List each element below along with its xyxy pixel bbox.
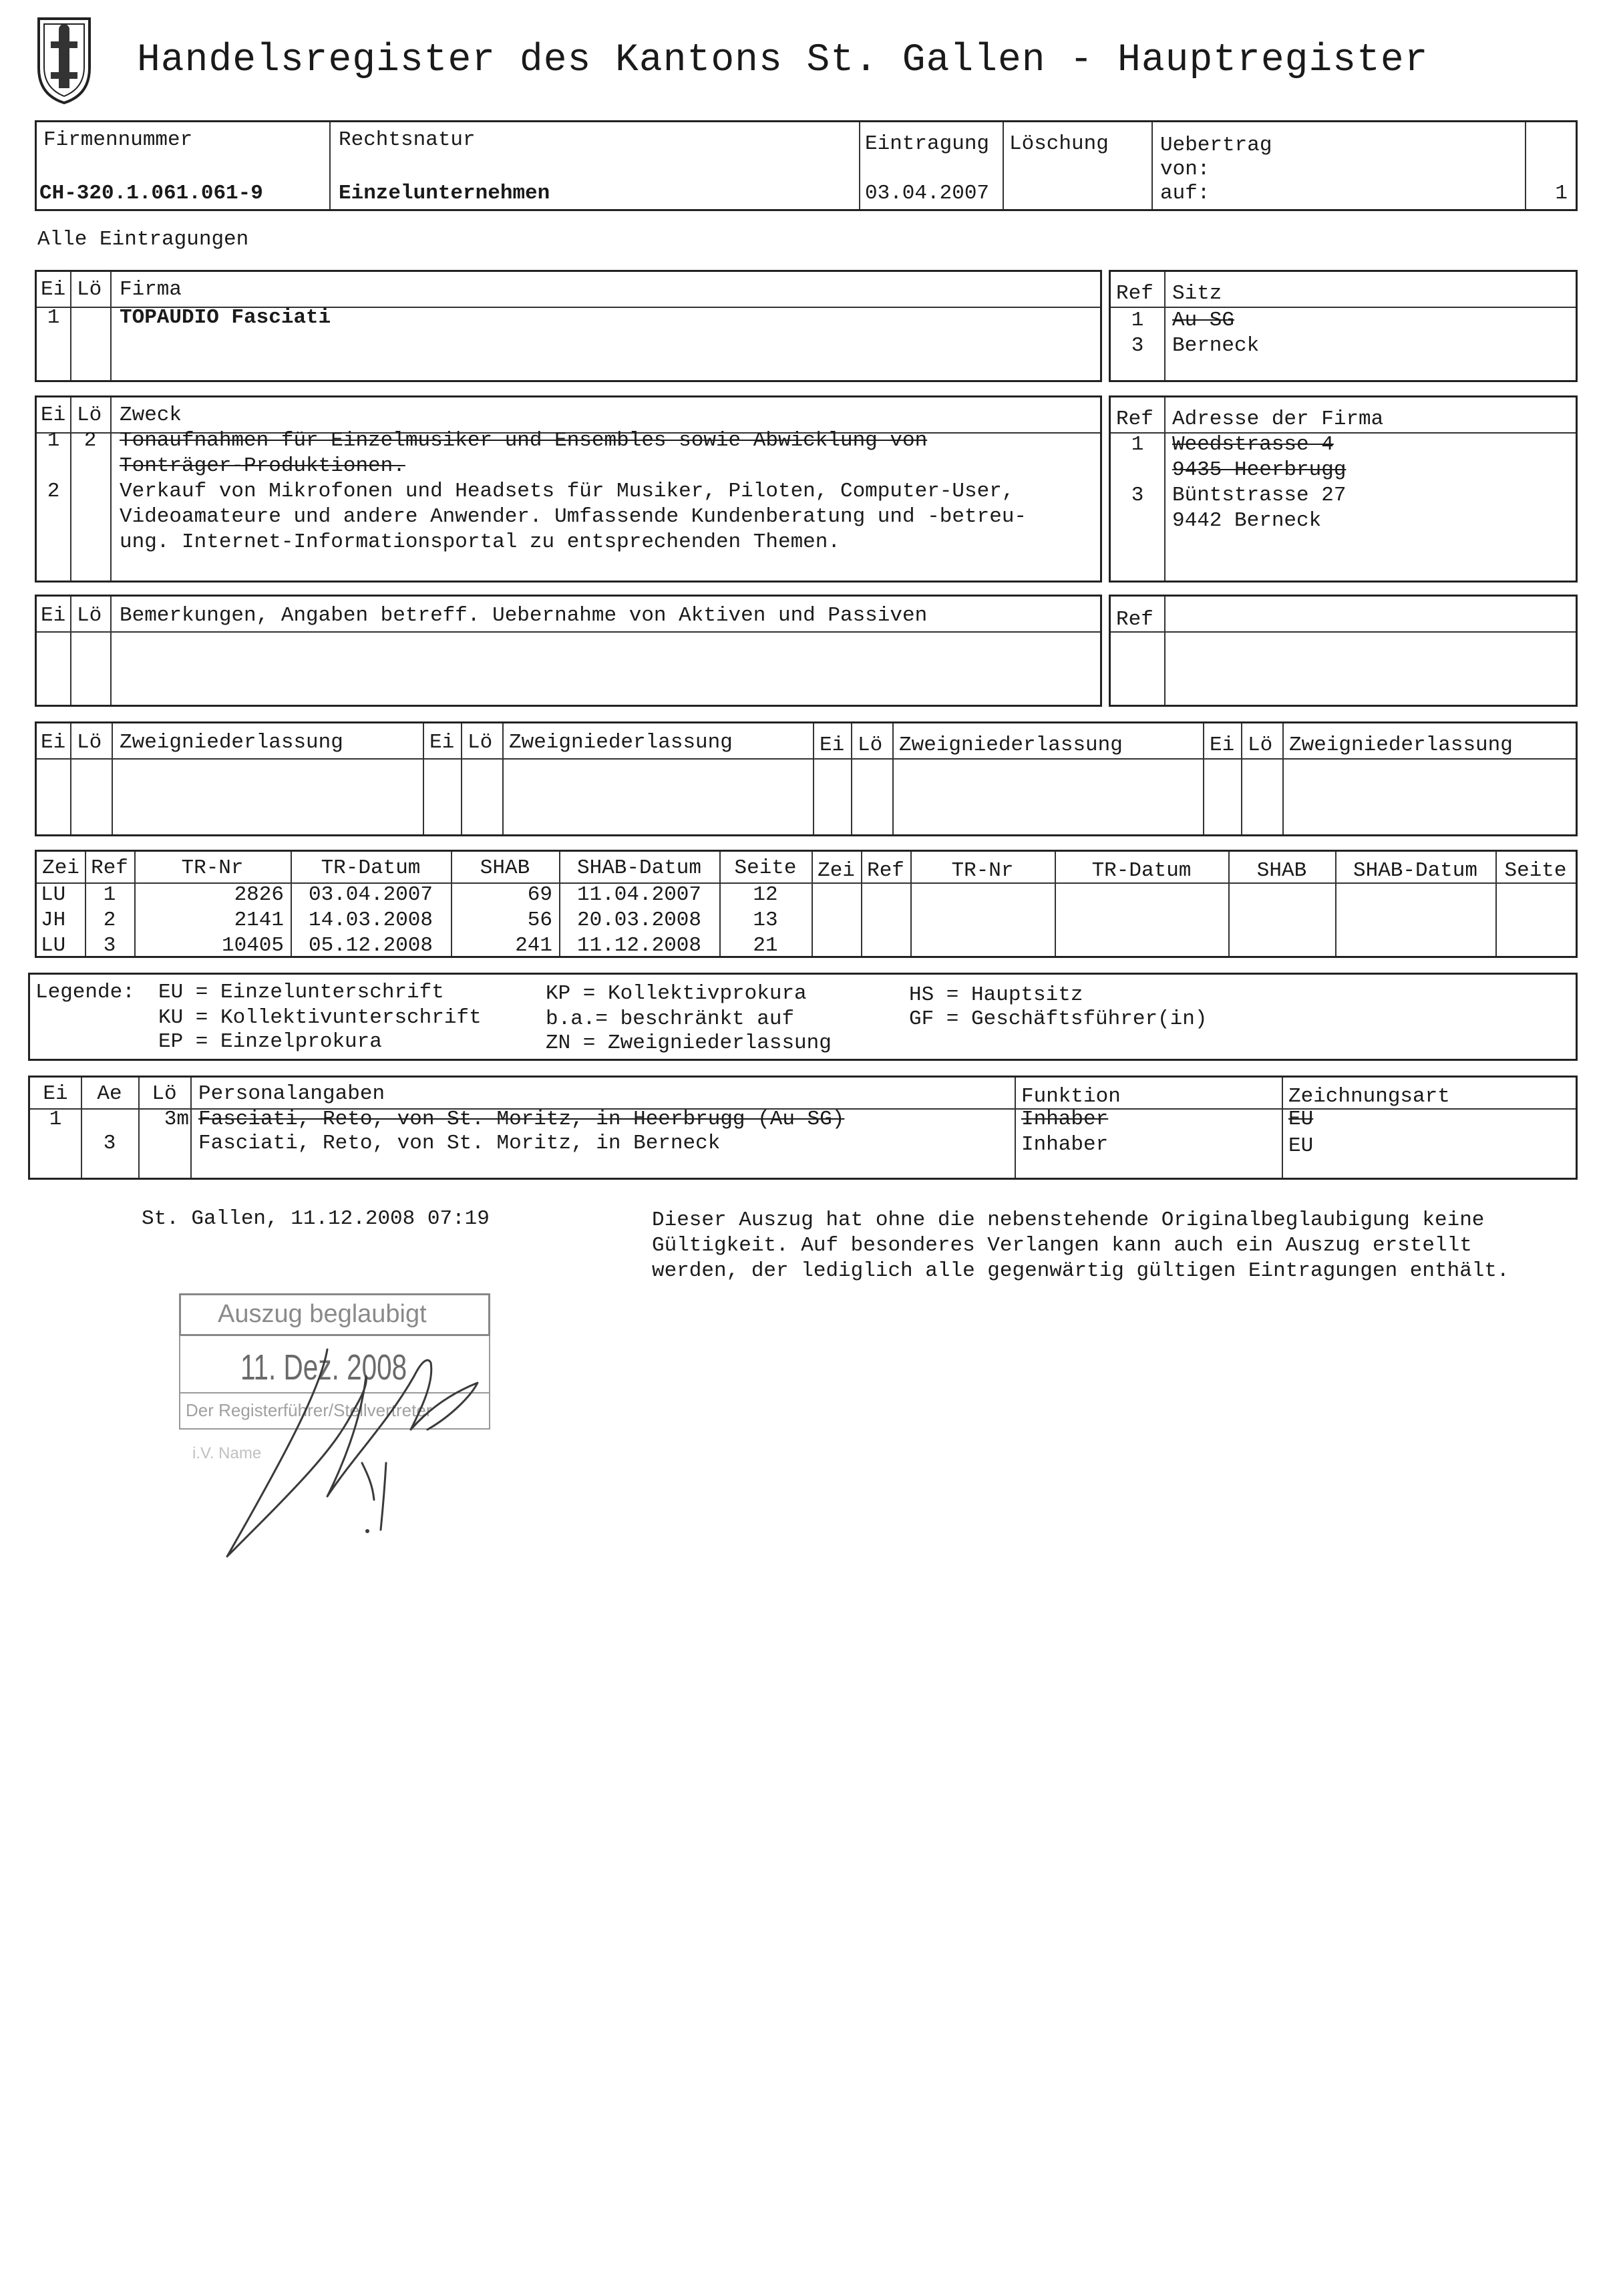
zweck-ei: 2 xyxy=(47,480,60,503)
zweck-line: Videoamateure und andere Anwender. Umfassende Kundenberatung und -betreu- xyxy=(120,505,1027,528)
tr-cell-seite: 12 xyxy=(753,883,778,907)
tr-header-seite: Seite xyxy=(1504,859,1567,882)
tr-cell-trdatum: 05.12.2008 xyxy=(308,934,433,957)
adresse-line: Büntstrasse 27 xyxy=(1172,484,1347,507)
ref-header: Ref xyxy=(1116,608,1153,631)
zeichnung-label: Zeichnungsart xyxy=(1288,1085,1450,1108)
tr-cell-trnr: 10405 xyxy=(221,934,284,957)
personal-label: Personalangaben xyxy=(198,1082,385,1106)
tr-cell-ref: 2 xyxy=(103,909,116,932)
tr-header-zei: Zei xyxy=(818,859,855,882)
adresse-line: 9442 Berneck xyxy=(1172,509,1322,532)
tr-header-seite: Seite xyxy=(734,856,797,880)
legende-item: HS = Hauptsitz xyxy=(909,983,1083,1007)
section-heading: Alle Eintragungen xyxy=(37,228,249,251)
firma-label: Firma xyxy=(120,278,182,301)
tr-cell-shabdatum: 11.12.2008 xyxy=(576,934,702,957)
personal-funktion-deleted: Inhaber xyxy=(1021,1108,1109,1131)
firma-ei: 1 xyxy=(47,306,60,329)
tr-cell-trnr: 2826 xyxy=(234,883,284,907)
tr-cell-seite: 21 xyxy=(753,934,778,957)
legende-item: KU = Kollektivunterschrift xyxy=(158,1006,482,1029)
legende-item: b.a.= beschränkt auf xyxy=(546,1007,795,1031)
page-number: 1 xyxy=(1555,182,1568,205)
legende-item: ZN = Zweigniederlassung xyxy=(546,1031,832,1055)
tr-cell-zei: JH xyxy=(41,909,66,932)
adresse-line-deleted: 9435 Heerbrugg xyxy=(1172,458,1347,482)
lo-header: Lö xyxy=(77,731,102,754)
lo-header: Lö xyxy=(77,403,102,427)
zweck-line: Verkauf von Mikrofonen und Headsets für Musiker, Piloten, Computer-User, xyxy=(120,480,1015,503)
uebertrag-von-label: von: xyxy=(1160,158,1210,181)
tr-cell-shabdatum: 20.03.2008 xyxy=(576,909,702,932)
bemerkungen-box xyxy=(35,595,1102,707)
sitz-label: Sitz xyxy=(1172,282,1222,305)
tr-cell-shab: 241 xyxy=(515,934,552,957)
lo-header: Lö xyxy=(858,733,883,757)
ae-header: Ae xyxy=(97,1082,122,1106)
note-line: Dieser Auszug hat ohne die nebenstehende Originalbeglaubigung keine xyxy=(652,1208,1485,1232)
bemerkungen-ref-box xyxy=(1109,595,1578,707)
zweig-label: Zweigniederlassung xyxy=(1289,733,1513,757)
uebertrag-auf-label: auf: xyxy=(1160,182,1210,205)
ref-header: Ref xyxy=(1116,282,1153,305)
tr-cell-shab: 56 xyxy=(527,909,552,932)
personal-ae: 3 xyxy=(103,1132,116,1155)
legende-item: KP = Kollektivprokura xyxy=(546,982,807,1005)
stamp-date: 11. Dez. 2008 xyxy=(240,1347,407,1387)
firmennummer: CH-320.1.061.061-9 xyxy=(39,182,263,205)
lo-header: Lö xyxy=(152,1082,177,1106)
tr-cell-ref: 1 xyxy=(103,883,116,907)
rechtsnatur-label: Rechtsnatur xyxy=(339,128,476,152)
sitz-ref: 3 xyxy=(1131,334,1144,357)
tr-cell-shab: 69 xyxy=(527,883,552,907)
tr-cell-zei: LU xyxy=(41,883,66,907)
sitz-value-deleted: Au SG xyxy=(1172,309,1235,332)
sitz-box xyxy=(1109,270,1578,382)
firma-name: TOPAUDIO Fasciati xyxy=(120,306,331,329)
company-info-box xyxy=(35,120,1578,211)
ei-header: Ei xyxy=(41,278,66,301)
ei-header: Ei xyxy=(41,604,66,627)
tr-header-ref: Ref xyxy=(91,856,128,880)
signature-icon xyxy=(220,1329,541,1597)
funktion-label: Funktion xyxy=(1021,1085,1121,1108)
personal-funktion: Inhaber xyxy=(1021,1133,1109,1156)
legende-item: EU = Einzelunterschrift xyxy=(158,981,444,1004)
tr-header-trdatum: TR-Datum xyxy=(321,856,421,880)
tr-table xyxy=(35,850,1578,958)
zweig-label: Zweigniederlassung xyxy=(120,731,343,754)
lo-header: Lö xyxy=(1248,733,1273,757)
tr-cell-seite: 13 xyxy=(753,909,778,932)
tr-cell-trdatum: 03.04.2007 xyxy=(308,883,433,907)
stamp-signatory: Der Registerführer/Stellvertreter xyxy=(186,1400,432,1420)
adresse-label: Adresse der Firma xyxy=(1172,407,1384,431)
loeschung-label: Löschung xyxy=(1009,132,1109,156)
adresse-ref: 3 xyxy=(1131,484,1144,507)
tr-cell-trnr: 2141 xyxy=(234,909,284,932)
adresse-line-deleted: Weedstrasse 4 xyxy=(1172,433,1334,456)
note-line: werden, der lediglich alle gegenwärtig gültigen Eintragungen enthält. xyxy=(652,1259,1509,1283)
ei-header: Ei xyxy=(429,731,455,754)
personal-lo: 3m xyxy=(164,1108,189,1131)
ei-header: Ei xyxy=(41,731,66,754)
tr-header-trdatum: TR-Datum xyxy=(1091,859,1192,882)
zweigniederlassung-box xyxy=(35,721,1578,836)
ei-header: Ei xyxy=(820,733,845,757)
tr-header-trnr: TR-Nr xyxy=(951,859,1014,882)
zweck-line-deleted: Tonträger-Produktionen. xyxy=(120,454,405,478)
sitz-ref: 1 xyxy=(1131,309,1144,332)
rechtsnatur: Einzelunternehmen xyxy=(339,182,550,205)
ei-header: Ei xyxy=(43,1082,68,1106)
bemerkungen-label: Bemerkungen, Angaben betreff. Uebernahme von Aktiven und Passiven xyxy=(120,604,928,627)
lo-header: Lö xyxy=(77,278,102,301)
personal-text: Fasciati, Reto, von St. Moritz, in Berneck xyxy=(198,1132,721,1155)
tr-header-shabdatum: SHAB-Datum xyxy=(1353,859,1478,882)
firma-box xyxy=(35,270,1102,382)
tr-header-ref: Ref xyxy=(867,859,904,882)
eintragung-label: Eintragung xyxy=(865,132,990,156)
personal-zeichnung: EU xyxy=(1288,1134,1314,1158)
adresse-box xyxy=(1109,395,1578,583)
legende-box xyxy=(28,973,1578,1061)
legende-item: GF = Geschäftsführer(in) xyxy=(909,1007,1208,1031)
legende-label: Legende: xyxy=(35,981,135,1004)
personal-ei: 1 xyxy=(49,1108,62,1131)
tr-header-shab: SHAB xyxy=(1256,859,1307,882)
tr-header-shab: SHAB xyxy=(480,856,530,880)
tr-header-trnr: TR-Nr xyxy=(181,856,244,880)
note-line: Gültigkeit. Auf besonderes Verlangen kann auch ein Auszug erstellt xyxy=(652,1234,1472,1257)
ei-header: Ei xyxy=(41,403,66,427)
uebertrag-label: Uebertrag xyxy=(1160,134,1272,157)
adresse-ref: 1 xyxy=(1131,433,1144,456)
legende-item: EP = Einzelprokura xyxy=(158,1030,382,1053)
zweck-line-deleted: Tonaufnahmen für Einzelmusiker und Ensembles sowie Abwicklung von xyxy=(120,429,928,452)
zweck-lo: 2 xyxy=(83,429,97,452)
ref-header: Ref xyxy=(1116,407,1153,431)
lo-header: Lö xyxy=(468,731,493,754)
stamp-name: i.V. Name xyxy=(192,1444,262,1462)
ei-header: Ei xyxy=(1210,733,1235,757)
tr-cell-shabdatum: 11.04.2007 xyxy=(576,883,702,907)
sitz-value: Berneck xyxy=(1172,334,1260,357)
eintragung-date: 03.04.2007 xyxy=(865,182,990,205)
zweig-label: Zweigniederlassung xyxy=(509,731,733,754)
tr-cell-trdatum: 14.03.2008 xyxy=(308,909,433,932)
zweig-label: Zweigniederlassung xyxy=(899,733,1123,757)
page-title: Handelsregister des Kantons St. Gallen - Hauptregister xyxy=(137,39,1429,82)
firmennummer-label: Firmennummer xyxy=(43,128,193,152)
personal-text-deleted: Fasciati, Reto, von St. Moritz, in Heerbrugg (Au SG) xyxy=(198,1108,845,1131)
personal-table xyxy=(28,1076,1578,1180)
tr-header-shabdatum: SHAB-Datum xyxy=(576,856,702,880)
personal-zeichnung-deleted: EU xyxy=(1288,1108,1314,1131)
coat-of-arms-icon xyxy=(35,15,94,106)
tr-cell-zei: LU xyxy=(41,934,66,957)
tr-cell-ref: 3 xyxy=(103,934,116,957)
zweck-label: Zweck xyxy=(120,403,182,427)
zweck-ei: 1 xyxy=(47,429,60,452)
stamp-title: Auszug beglaubigt xyxy=(218,1300,427,1328)
lo-header: Lö xyxy=(77,604,102,627)
place-date: St. Gallen, 11.12.2008 07:19 xyxy=(142,1207,490,1231)
tr-header-zei: Zei xyxy=(42,856,79,880)
zweck-box xyxy=(35,395,1102,583)
zweck-line: ung. Internet-Informationsportal zu entsprechenden Themen. xyxy=(120,530,840,554)
